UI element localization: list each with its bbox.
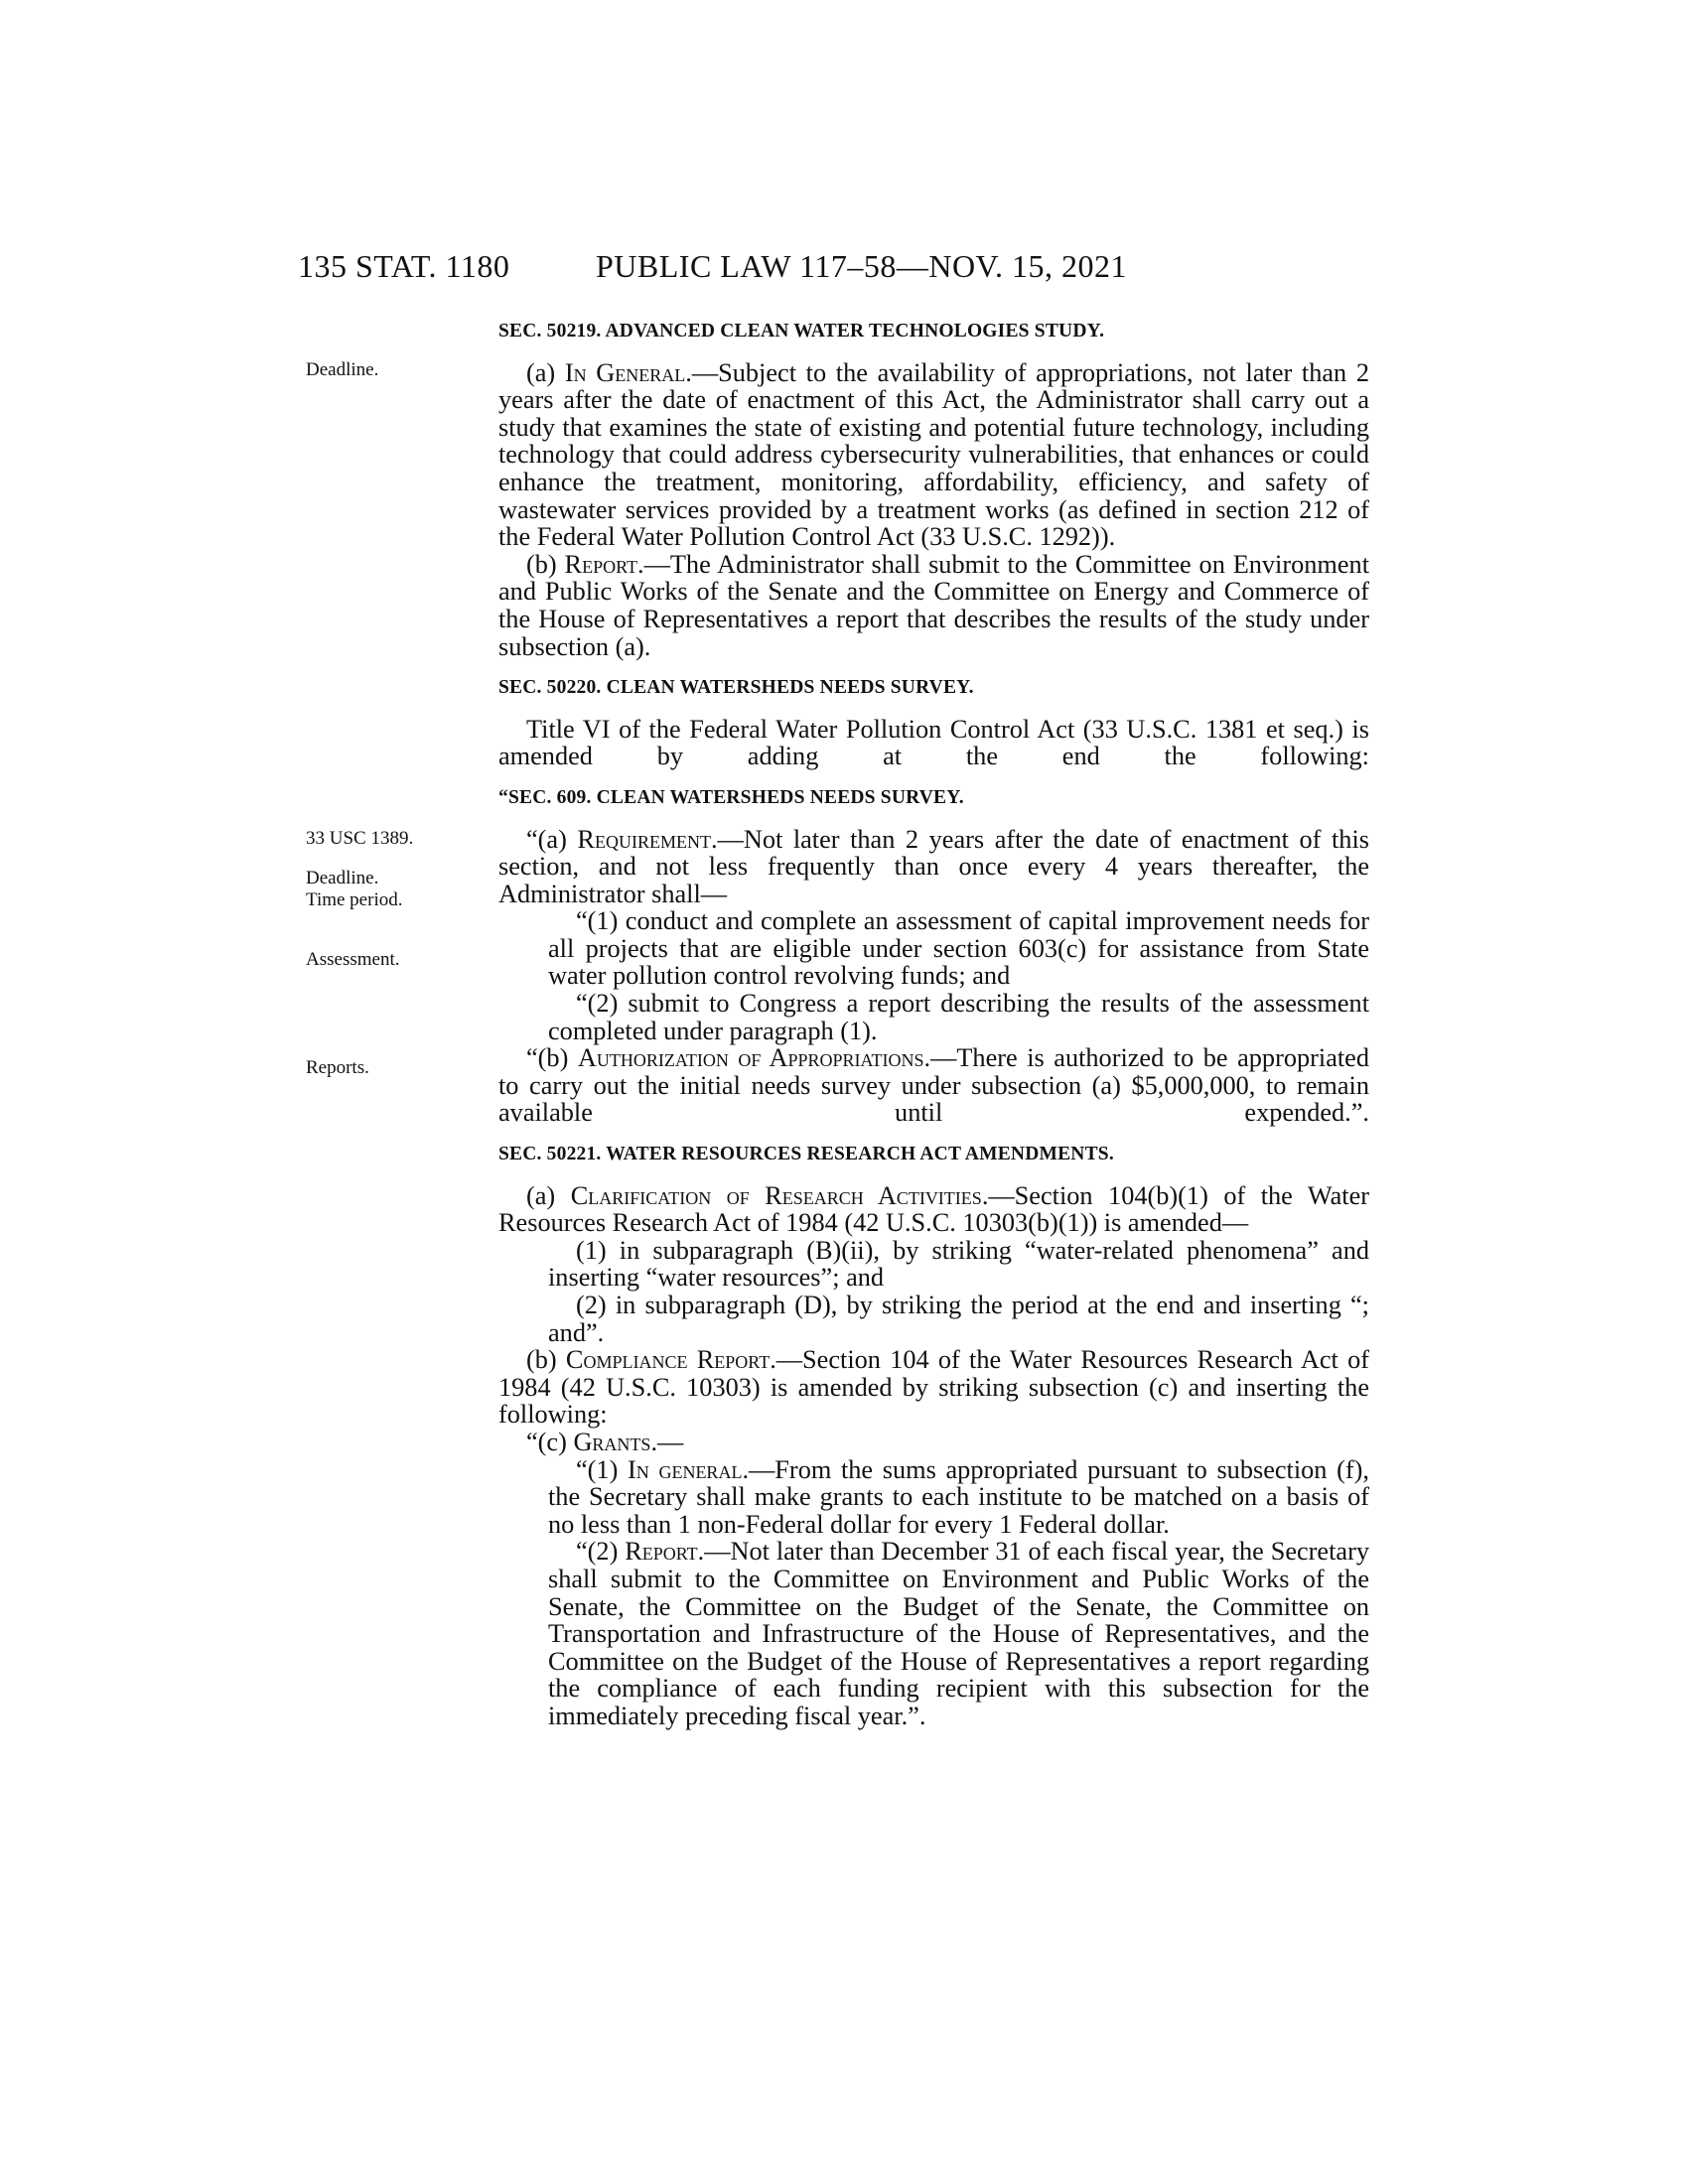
subsection-50219-b: (b) Report.—The Administrator shall submit to the Committee on Environment and Public Works of the Senate and the Committee on Energy and Commerce of the House of Representatives a report that describes the results of the study under subsection (a). (498, 549, 1369, 661)
subsection-50221-c: “(c) Grants.— (526, 1427, 684, 1456)
public-law-title: PUBLIC LAW 117–58—NOV. 15, 2021 (596, 248, 1128, 284)
margin-note-deadline: Deadline. (306, 359, 379, 380)
subsection-50219-a: (a) In General.—Subject to the availability of appropriations, not later than 2 years after the date of enactment of this Act, the Administrator shall carry out a study that examines the state of existing and potential future technology, including technology that could address cybersecurity vulnerabilities, that enhances or could enhance the treatment, monitoring, affordability, efficiency, and safety of wastewater services provided by a treatment works (as defined in section 212 of the Federal Water Pollution Control Act (33 U.S.C. 1292)). (498, 357, 1369, 552)
margin-note-usc: 33 USC 1389. (306, 828, 414, 849)
paragraph-50221-c-1: “(1) In general.—From the sums appropriated pursuant to subsection (f), the Secretary shall make grants to each institute to be matched on a basis of no less than 1 non-Federal dollar for every 1 Federal dollar. (548, 1454, 1369, 1539)
section-heading-50220: SEC. 50220. CLEAN WATERSHEDS NEEDS SURVEY. (498, 677, 974, 699)
statute-page-number: 135 STAT. 1180 (298, 248, 510, 284)
document-body (498, 318, 1369, 1730)
section-heading-50219: SEC. 50219. ADVANCED CLEAN WATER TECHNOLOGIES STUDY. (498, 321, 1105, 341)
subsection-609-b: “(b) Authorization of Appropriations.—There is authorized to be appropriated to carry out the initial needs survey under subsection (a) $5,000,000, to remain available until expended.”. (498, 1043, 1369, 1128)
margin-note-reports: Reports. (306, 1057, 369, 1078)
section-50220-intro: Title VI of the Federal Water Pollution Control Act (33 U.S.C. 1381 et seq.) is amended by adding at the end the following: (498, 714, 1369, 771)
margin-note-deadline-2: Deadline. (306, 868, 379, 888)
margin-note-time-period: Time period. (306, 889, 403, 910)
paragraph-50221-a-2: (2) in subparagraph (D), by striking the period at the end and inserting “; and”. (548, 1291, 1369, 1347)
paragraph-609-a-1: “(1) conduct and complete an assessment of capital improvement needs for all projects that are eligible under section 603(c) for assistance from State water pollution control revolving funds; and (548, 906, 1369, 991)
page-header (298, 248, 1370, 288)
margin-note-assessment: Assessment. (306, 949, 400, 970)
section-heading-609: “SEC. 609. CLEAN WATERSHEDS NEEDS SURVEY. (498, 786, 964, 808)
paragraph-50221-a-1: (1) in subparagraph (B)(ii), by striking “water-related phenomena” and inserting “water resources”; and (548, 1235, 1369, 1293)
subsection-609-a: “(a) Requirement.—Not later than 2 years after the date of enactment of this section, and not less frequently than once every 4 years thereafter, the Administrator shall— (498, 824, 1369, 908)
section-heading-50221: SEC. 50221. WATER RESOURCES RESEARCH ACT AMENDMENTS. (498, 1144, 1114, 1165)
subsection-50221-a: (a) Clarification of Research Activities.—Section 104(b)(1) of the Water Resources Research Act of 1984 (42 U.S.C. 10303(b)(1)) is amended— (498, 1180, 1370, 1238)
paragraph-50221-c-2: “(2) Report.—Not later than December 31 of each fiscal year, the Secretary shall submit to the Committee on Environment and Public Works of the Senate, the Committee on the Budget of the Senate, the Committee on Transportation and Infrastructure of the House of Representatives, and the Committee on the Budget of the House of Representatives a report regarding the compliance of each funding recipient with this subsection for the immediately preceding fiscal year.”. (548, 1537, 1369, 1730)
subsection-50221-b: (b) Compliance Report.—Section 104 of the Water Resources Research Act of 1984 (42 U.S.C. 10303) is amended by striking subsection (c) and inserting the following: (498, 1345, 1369, 1430)
paragraph-609-a-2: “(2) submit to Congress a report describing the results of the assessment completed under paragraph (1). (548, 989, 1369, 1045)
